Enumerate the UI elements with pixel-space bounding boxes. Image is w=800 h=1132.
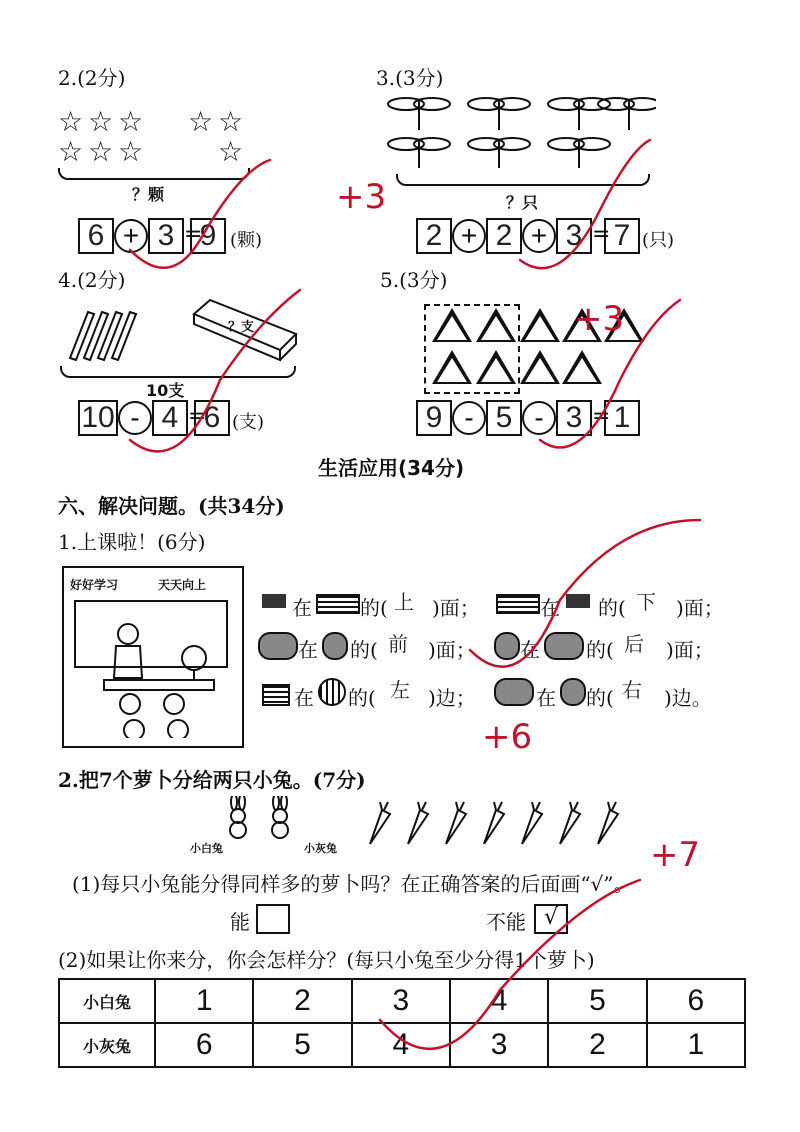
- answer-blank[interactable]: 左: [390, 678, 410, 702]
- row-text: 的(: [350, 638, 378, 662]
- check-mark-icon: [380, 880, 640, 1049]
- row-text: 在: [294, 686, 314, 710]
- q4-title: 4.(2分): [58, 268, 126, 292]
- table-cell[interactable]: 3: [352, 979, 450, 1023]
- score-mark: +7: [650, 835, 701, 875]
- poster-right: 天天向上: [158, 578, 207, 592]
- eq-box: 5: [486, 400, 522, 436]
- score-mark: +3: [574, 299, 625, 339]
- q4-unit: (支): [232, 412, 265, 433]
- row-text: 在: [520, 638, 540, 662]
- row-text: 在: [536, 686, 556, 710]
- answer-blank[interactable]: 下: [636, 590, 656, 614]
- eq-operator: +: [114, 219, 148, 253]
- q5-title: 5.(3分): [380, 268, 448, 292]
- star-icon: ☆: [58, 135, 84, 168]
- eq-box: 3: [148, 218, 184, 254]
- eq-equals: =: [184, 222, 203, 247]
- eq-box: 1: [604, 400, 640, 436]
- row-label-gray: 小灰兔: [59, 1023, 155, 1067]
- star-icon: ☆: [188, 105, 214, 138]
- eq-box: 7: [604, 218, 640, 254]
- check-mark-icon: [520, 140, 650, 268]
- opt-no-checkbox[interactable]: √: [534, 904, 568, 934]
- star-icon: ☆: [88, 135, 114, 168]
- star-icon: ☆: [118, 105, 144, 138]
- eq-operator: -: [452, 401, 486, 435]
- row-text: 在: [292, 596, 312, 620]
- q3-unit: (只): [642, 230, 675, 251]
- q4-brace-label: 10支: [146, 381, 185, 400]
- row-text: )面；: [666, 638, 714, 662]
- score-mark: +6: [482, 717, 533, 757]
- table-cell[interactable]: 1: [155, 979, 253, 1023]
- row-text: 在: [298, 638, 318, 662]
- table-cell[interactable]: 4: [352, 1023, 450, 1067]
- eq-equals: =: [592, 222, 611, 247]
- star-icon: ☆: [118, 135, 144, 168]
- q4-box-label: ？支: [228, 320, 255, 335]
- p2-title: 2.把7个萝卜分给两只小兔。(7分): [58, 768, 366, 792]
- row-text: )面；: [428, 638, 476, 662]
- table-cell[interactable]: 4: [450, 979, 548, 1023]
- star-icon: ☆: [218, 135, 244, 168]
- star-icon: ☆: [218, 105, 244, 138]
- q2-title: 2.(2分): [58, 66, 126, 90]
- part6-title: 六、解决问题。(共34分): [58, 494, 285, 518]
- p2-sub1: (1)每只小兔能分得同样多的萝卜吗？在正确答案的后面画“√”。: [72, 872, 634, 896]
- table-cell[interactable]: 5: [253, 1023, 351, 1067]
- row-text: 在: [540, 596, 560, 620]
- eq-box: 10: [78, 400, 118, 436]
- row-text: )边。: [664, 686, 712, 710]
- rabbit-gray-label: 小灰兔: [304, 842, 337, 855]
- eq-box: 4: [152, 400, 188, 436]
- row-text: )面；: [432, 596, 480, 620]
- table-cell[interactable]: 3: [450, 1023, 548, 1067]
- eq-box: 9: [416, 400, 452, 436]
- answer-blank[interactable]: 后: [624, 632, 644, 656]
- eq-box: 2: [486, 218, 522, 254]
- table-cell[interactable]: 6: [155, 1023, 253, 1067]
- eq-box: 9: [190, 218, 226, 254]
- row-label-white: 小白兔: [59, 979, 155, 1023]
- star-icon: ☆: [58, 105, 84, 138]
- eq-operator: -: [522, 401, 556, 435]
- eq-box: 6: [78, 218, 114, 254]
- table-cell[interactable]: 6: [647, 979, 745, 1023]
- row-text: 的(: [348, 686, 376, 710]
- score-mark: +3: [336, 177, 387, 217]
- answer-blank[interactable]: 上: [394, 590, 414, 614]
- check-mark-icon: [470, 520, 700, 667]
- opt-no-label: 不能: [486, 910, 526, 934]
- eq-box: 3: [556, 400, 592, 436]
- eq-equals: =: [188, 404, 207, 429]
- star-icon: ☆: [88, 105, 114, 138]
- eq-equals: =: [592, 404, 611, 429]
- answer-blank[interactable]: 前: [388, 632, 408, 656]
- check-mark-icon: [130, 160, 270, 268]
- row-text: )边；: [428, 686, 476, 710]
- eq-operator: +: [452, 219, 486, 253]
- answer-blank[interactable]: 右: [622, 678, 642, 702]
- eq-box: 2: [416, 218, 452, 254]
- table-cell[interactable]: 2: [253, 979, 351, 1023]
- p2-sub2: (2)如果让你来分，你会怎样分？(每只小兔至少分得1个萝卜): [58, 948, 595, 972]
- row-text: 的(: [360, 596, 388, 620]
- row-text: 的(: [586, 686, 614, 710]
- row-text: )面；: [676, 596, 724, 620]
- rabbit-white-label: 小白兔: [190, 842, 223, 855]
- table-cell[interactable]: 2: [548, 1023, 646, 1067]
- p1-title: 1.上课啦！(6分): [58, 530, 206, 554]
- q2-unit: (颗): [230, 230, 263, 251]
- eq-box: 6: [194, 400, 230, 436]
- q2-brace-label: ？颗: [132, 185, 165, 204]
- row-text: 的(: [586, 638, 614, 662]
- eq-box: 3: [556, 218, 592, 254]
- table-cell[interactable]: 5: [548, 979, 646, 1023]
- opt-yes-label: 能: [230, 910, 250, 934]
- eq-operator: +: [522, 219, 556, 253]
- q3-title: 3.(3分): [376, 66, 444, 90]
- poster-left: 好好学习: [70, 578, 119, 592]
- section-title: 生活应用(34分): [318, 456, 465, 480]
- eq-operator: -: [118, 401, 152, 435]
- table-cell[interactable]: 1: [647, 1023, 745, 1067]
- q3-brace-label: ？只: [506, 193, 539, 212]
- row-text: 的(: [598, 596, 626, 620]
- check-mark-icon: [130, 290, 300, 451]
